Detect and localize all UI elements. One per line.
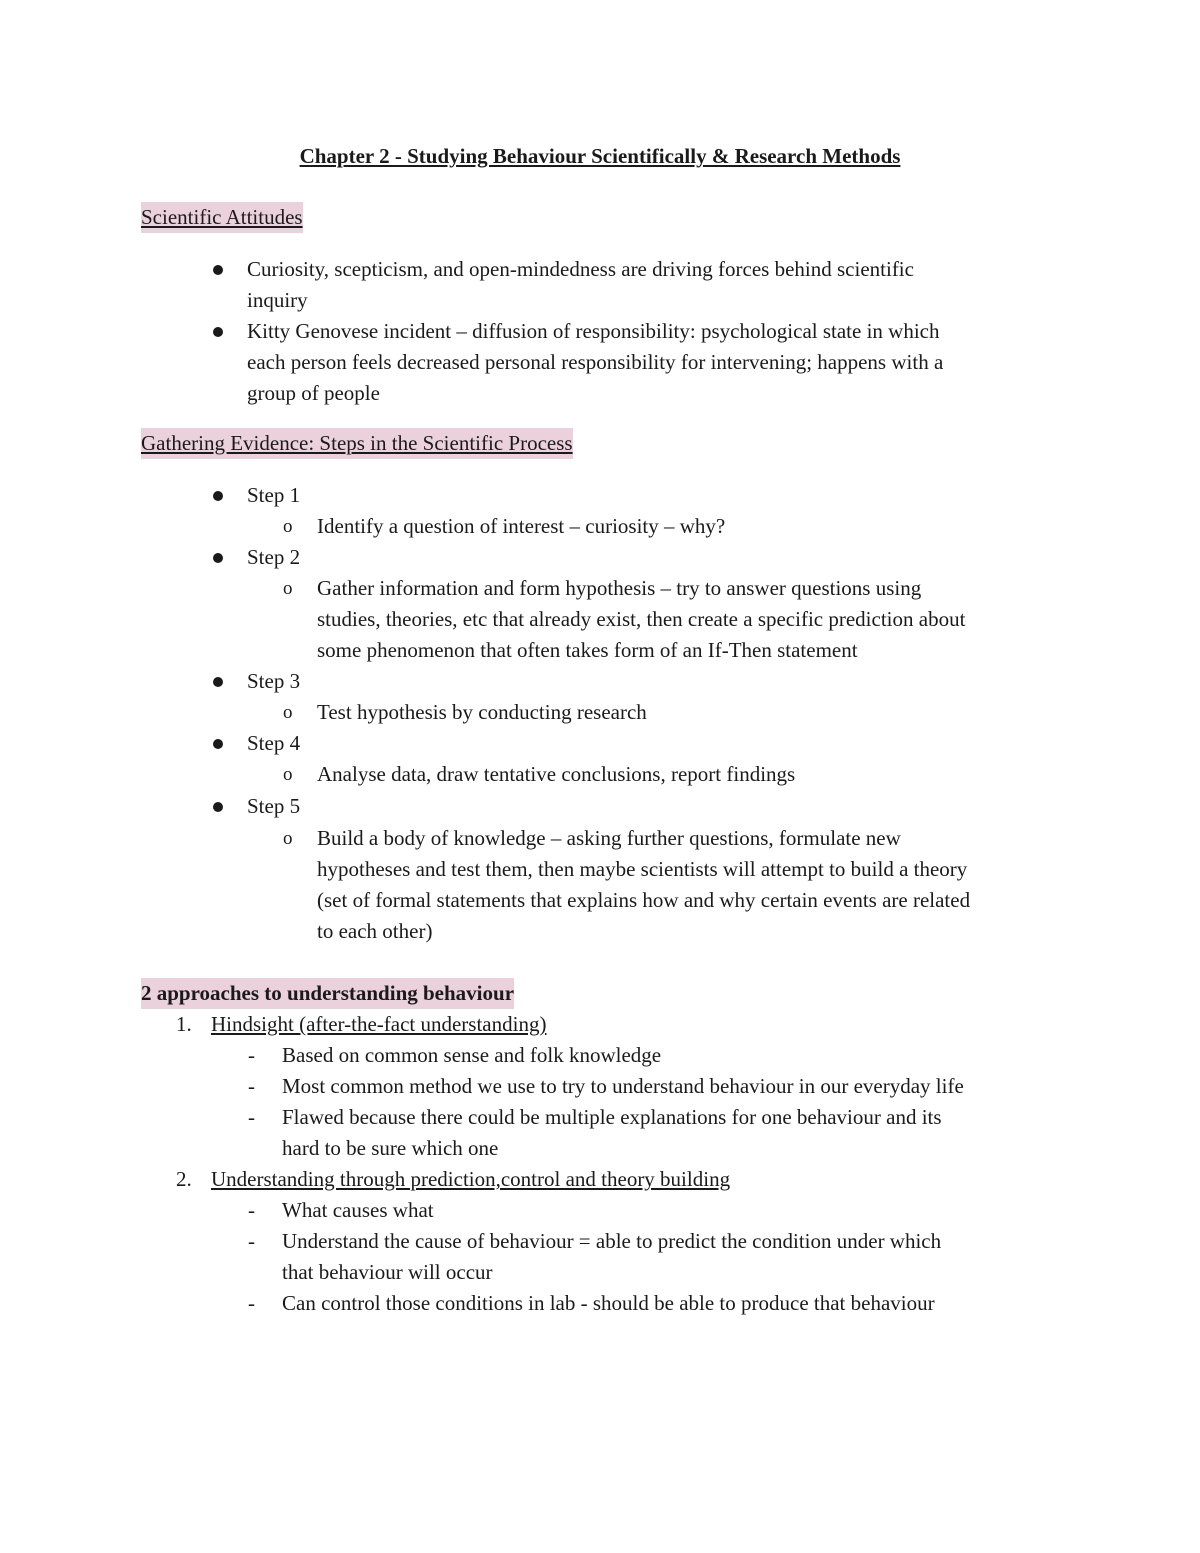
bullet-icon: [213, 265, 223, 275]
dash-marker: -: [248, 1043, 255, 1067]
approach-point: Most common method we use to try to understand behaviour in our everyday life: [282, 1074, 964, 1098]
step-detail: Gather information and form hypothesis – try to answer questions using: [317, 576, 922, 600]
bullet-icon: [213, 677, 223, 687]
approach-point: Understand the cause of behaviour = able to predict the condition under which: [282, 1229, 942, 1253]
step-detail: Identify a question of interest – curiosity – why?: [317, 514, 726, 538]
step-label: Step 2: [247, 545, 301, 569]
circle-bullet-icon: o: [283, 516, 293, 537]
list-number: 2.: [176, 1167, 192, 1191]
list-number: 1.: [176, 1012, 192, 1036]
approach-title: Understanding through prediction,control and theory building: [211, 1167, 731, 1191]
circle-bullet-icon: o: [283, 764, 293, 785]
step-detail: to each other): [317, 919, 433, 943]
approach-point: Flawed because there could be multiple explanations for one behaviour and its: [282, 1105, 942, 1129]
bullet-line: group of people: [247, 381, 380, 405]
circle-bullet-icon: o: [283, 702, 293, 723]
dash-marker: -: [248, 1198, 255, 1222]
bullet-line: inquiry: [247, 288, 308, 312]
step-detail: (set of formal statements that explains how and why certain events are related: [317, 888, 971, 912]
dash-marker: -: [248, 1105, 255, 1129]
section-heading-scientific-process: Gathering Evidence: Steps in the Scientific Process: [141, 428, 573, 459]
circle-bullet-icon: o: [283, 578, 293, 599]
approach-point: that behaviour will occur: [282, 1260, 493, 1284]
step-label: Step 5: [247, 794, 301, 818]
step-label: Step 4: [247, 731, 301, 755]
circle-bullet-icon: o: [283, 828, 293, 849]
step-detail: Build a body of knowledge – asking further questions, formulate new: [317, 826, 901, 850]
approach-point: Based on common sense and folk knowledge: [282, 1043, 662, 1067]
bullet-line: each person feels decreased personal responsibility for intervening; happens with a: [247, 350, 944, 374]
step-detail: hypotheses and test them, then maybe scientists will attempt to build a theory: [317, 857, 968, 881]
bullet-icon: [213, 553, 223, 563]
step-detail: Test hypothesis by conducting research: [317, 700, 647, 724]
bullet-icon: [213, 802, 223, 812]
dash-marker: -: [248, 1074, 255, 1098]
approach-point: hard to be sure which one: [282, 1136, 499, 1160]
bullet-line: Kitty Genovese incident – diffusion of responsibility: psychological state in which: [247, 319, 940, 343]
step-detail: Analyse data, draw tentative conclusions, report findings: [317, 762, 796, 786]
bullet-icon: [213, 491, 223, 501]
section-heading-approaches: 2 approaches to understanding behaviour: [141, 978, 514, 1009]
approach-point: What causes what: [282, 1198, 434, 1222]
dash-marker: -: [248, 1229, 255, 1253]
bullet-icon: [213, 327, 223, 337]
bullet-line: Curiosity, scepticism, and open-mindedness are driving forces behind scientific: [247, 257, 914, 281]
page-title: Chapter 2 - Studying Behaviour Scientifically & Research Methods: [299, 144, 901, 168]
step-label: Step 3: [247, 669, 301, 693]
approach-point: Can control those conditions in lab - should be able to produce that behaviour: [282, 1291, 935, 1315]
step-detail: studies, theories, etc that already exist, then create a specific prediction about: [317, 607, 966, 631]
approach-title: Hindsight (after-the-fact understanding): [211, 1012, 547, 1036]
dash-marker: -: [248, 1291, 255, 1315]
step-label: Step 1: [247, 483, 301, 507]
section-heading-scientific-attitudes: Scientific Attitudes: [141, 202, 303, 233]
bullet-icon: [213, 739, 223, 749]
step-detail: some phenomenon that often takes form of an If-Then statement: [317, 638, 858, 662]
